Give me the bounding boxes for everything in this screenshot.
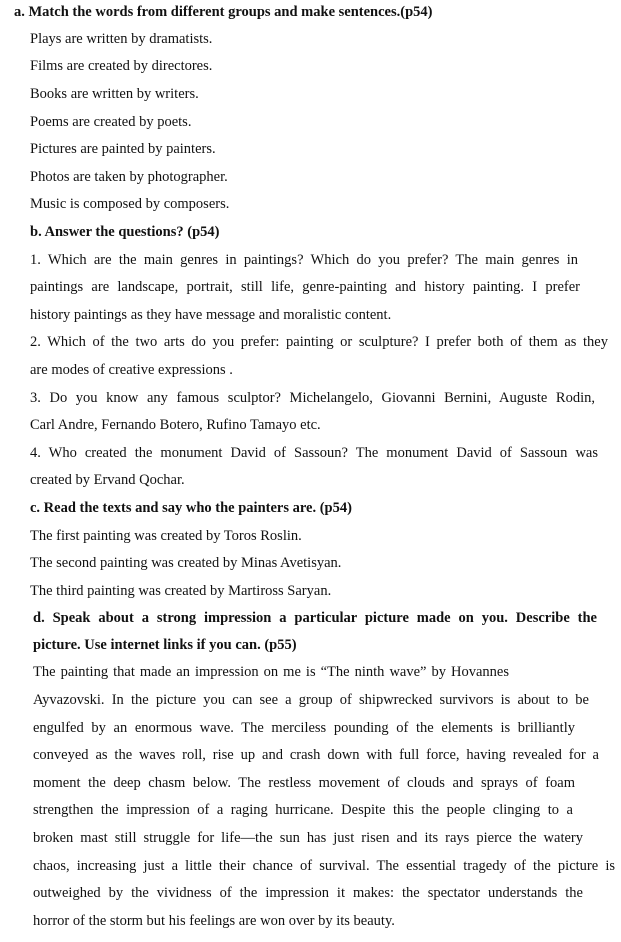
section-c-heading: c. Read the texts and say who the painters are. (p54) <box>30 500 352 516</box>
match-sentence: Films are created by directores. <box>30 58 213 74</box>
essay-line: The painting that made an impression on me is “The ninth wave” by Hovannes <box>33 664 509 680</box>
painter-sentence: The first painting was created by Toros Roslin. <box>30 528 302 544</box>
match-sentence: Music is composed by composers. <box>30 196 230 212</box>
essay-line: engulfed by an enormous wave. The merciless pounding of the elements is brilliantly <box>33 720 575 736</box>
painter-sentence: The second painting was created by Minas Avetisyan. <box>30 555 342 571</box>
essay-line: Ayvazovski. In the picture you can see a group of shipwrecked survivors is about to be <box>33 692 589 708</box>
answer-line: Carl Andre, Fernando Botero, Rufino Tamayo etc. <box>30 417 321 433</box>
match-sentence: Photos are taken by photographer. <box>30 169 228 185</box>
essay-line: broken mast still struggle for life—the sun has just risen and its rays pierce the watery <box>33 830 583 846</box>
answer-line: paintings are landscape, portrait, still life, genre-painting and history painting. I prefer <box>30 279 580 295</box>
answer-line: are modes of creative expressions . <box>30 362 233 378</box>
match-sentence: Books are written by writers. <box>30 86 199 102</box>
essay-line: conveyed as the waves roll, rise up and crash down with full force, having revealed for a <box>33 747 599 763</box>
essay-line: horror of the storm but his feelings are won over by its beauty. <box>33 913 395 929</box>
painter-sentence: The third painting was created by Martiross Saryan. <box>30 583 332 599</box>
essay-line: outweighed by the vividness of the impression it makes: the spectator understands the <box>33 885 583 901</box>
answer-line: 1. Which are the main genres in paintings? Which do you prefer? The main genres in <box>30 252 578 268</box>
match-sentence: Plays are written by dramatists. <box>30 31 213 47</box>
answer-line: created by Ervand Qochar. <box>30 472 185 488</box>
essay-line: moment the deep chasm below. The restless movement of clouds and sprays of foam <box>33 775 575 791</box>
match-sentence: Pictures are painted by painters. <box>30 141 216 157</box>
section-a-heading: a. Match the words from different groups and make sentences.(p54) <box>14 4 433 20</box>
answer-line: 3. Do you know any famous sculptor? Michelangelo, Giovanni Bernini, Auguste Rodin, <box>30 390 595 406</box>
essay-line: strengthen the impression of a raging hurricane. Despite this the people clinging to a <box>33 802 573 818</box>
answer-line: history paintings as they have message and moralistic content. <box>30 307 392 323</box>
match-sentence: Poems are created by poets. <box>30 114 192 130</box>
answer-line: 4. Who created the monument David of Sassoun? The monument David of Sassoun was <box>30 445 598 461</box>
section-d-heading: d. Speak about a strong impression a particular picture made on you. Describe the <box>33 610 597 626</box>
section-d-heading-continued: picture. Use internet links if you can. (p55) <box>33 637 297 653</box>
essay-line: chaos, increasing just a little their chance of survival. The essential tragedy of the picture is <box>33 858 615 874</box>
answer-line: 2. Which of the two arts do you prefer: painting or sculpture? I prefer both of them as they <box>30 334 608 350</box>
section-b-heading: b. Answer the questions? (p54) <box>30 224 220 240</box>
